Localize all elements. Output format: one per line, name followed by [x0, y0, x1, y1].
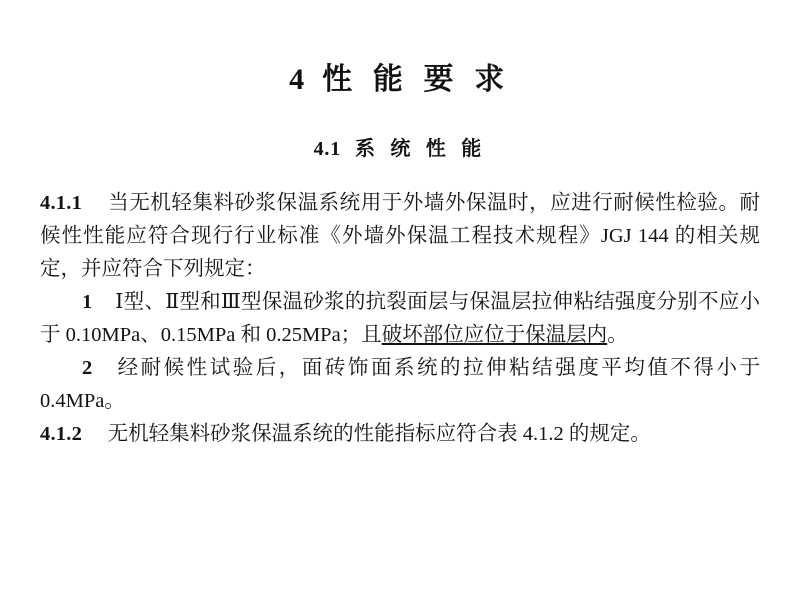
- clause-4-1-1: [40, 187, 760, 286]
- list-item-label: 1: [82, 291, 93, 313]
- body-content: [40, 161, 760, 451]
- section-number: 4.1: [313, 138, 341, 160]
- clause-4-1-2: [40, 418, 760, 451]
- clause-text: 当无机轻集料砂浆保温系统用于外墙外保温时，应进行耐候性检验。耐候性性能应符合现行行业标准《外墙外保温工程技术规程》JGJ 144 的相关规定，并应符合下列规定：: [40, 192, 760, 280]
- chapter-number: 4: [289, 63, 306, 96]
- chapter-heading: [40, 0, 760, 98]
- list-item-2: [40, 352, 760, 418]
- list-item-text: Ⅰ型、Ⅱ型和Ⅲ型保温砂浆的抗裂面层与保温层拉伸粘结强度分别不应小于 0.10MPa、0.15MPa 和 0.25MPa；且: [40, 291, 760, 346]
- section-title-text: 系 统 性 能: [355, 138, 487, 160]
- clause-label: 4.1.1: [40, 192, 83, 214]
- section-heading: [40, 98, 760, 161]
- clause-label: 4.1.2: [40, 423, 83, 445]
- list-item-emphasis: 破坏部位应位于保温层内: [381, 324, 608, 346]
- clause-text: 无机轻集料砂浆保温系统的性能指标应符合表 4.1.2 的规定。: [107, 423, 651, 445]
- list-item-text-tail: 。: [607, 324, 628, 346]
- list-item-1: [40, 286, 760, 352]
- list-item-text: 经耐候性试验后，面砖饰面系统的拉伸粘结强度平均值不得小于 0.4MPa。: [40, 357, 760, 412]
- list-item-label: 2: [82, 357, 93, 379]
- chapter-title-text: 性 能 要 求: [322, 63, 511, 96]
